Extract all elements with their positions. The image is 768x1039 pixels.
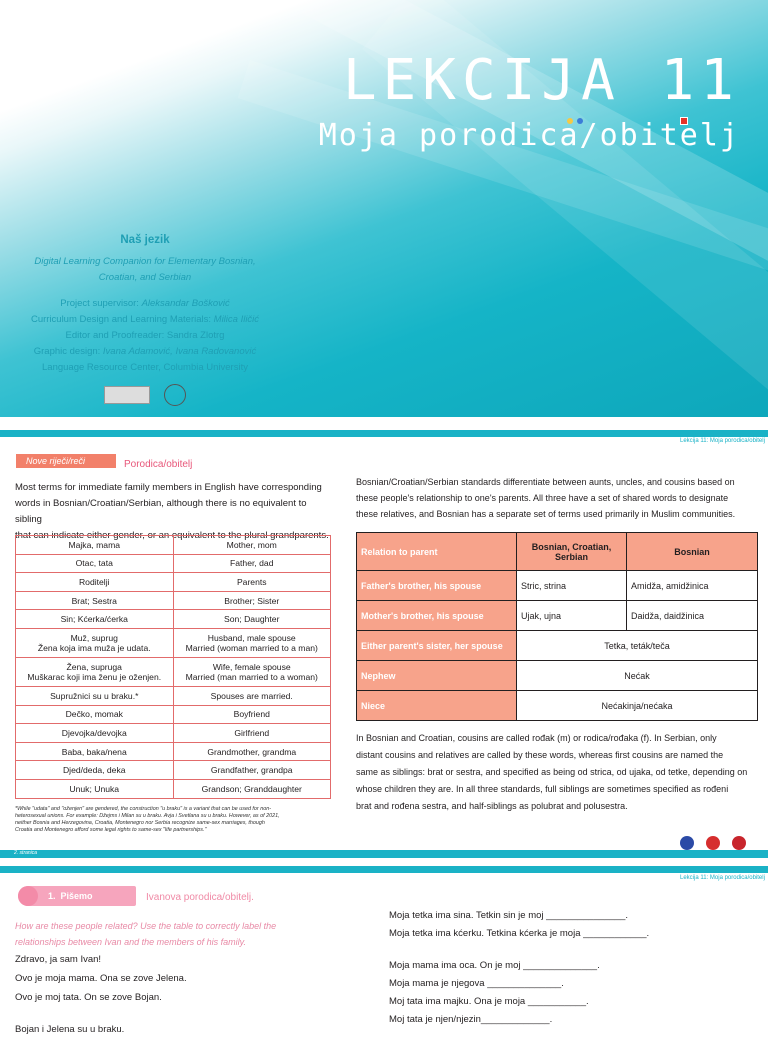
relation-label-cell: Nephew [357, 661, 517, 691]
family-table-row [16, 536, 331, 555]
cousins-line: brat and rođena sestra, and half-siblings as polubrat and polusestra. [356, 801, 628, 811]
relatives-table-row [357, 691, 758, 721]
bcs-term-cell: Stric, strina [517, 571, 627, 601]
page-number: 2. stranica [14, 850, 38, 856]
page1-footer-strip [0, 850, 768, 858]
table-cell-line: Muž, suprug [70, 632, 118, 643]
family-table [15, 535, 331, 799]
family-term-cell [16, 705, 174, 724]
table-cell-line: Majka, mama [68, 539, 121, 550]
table-cell-line: Grandmother, grandma [207, 746, 297, 757]
family-term-cell [16, 628, 174, 657]
footnote-line: Croatia and Montenegro afford some legal rights to same-sex "life partnerships." [15, 827, 207, 833]
table-cell-line: Djed/deda, deka [62, 765, 126, 776]
cousins-line: whose children they are. In all three standards, full siblings are sometimes specified as rođeni [356, 784, 729, 794]
table-cell-line: Muškarac koji ima ženu je oženjen. [27, 671, 162, 682]
table-cell-line: Parents [236, 576, 267, 587]
page1-header-strip [0, 430, 768, 437]
left-line: Bojan i Jelena su u braku. [15, 1024, 125, 1035]
table-cell-line: Žena koja ima muža je udata. [37, 642, 151, 653]
credit-editor: Editor and Proofreader: Sandra Zlotrg [65, 330, 225, 341]
family-translation-cell [173, 628, 331, 657]
family-term-cell [16, 742, 174, 761]
credit-curriculum [0, 312, 290, 328]
intro-line: words in Bosnian/Croatian/Serbian, although there is no equivalent to sibling [15, 498, 307, 525]
table-cell-line: Roditelji [78, 576, 110, 587]
family-translation-cell [173, 591, 331, 610]
table-cell-line: Son; Daughter [224, 614, 280, 625]
rel-header-bcs: Bosnian, Croatian, Serbian [517, 533, 627, 571]
exercise-tag [18, 886, 136, 906]
family-translation-cell [173, 657, 331, 686]
footnote-line: *While "udata" and "oženjen" are gendered, the construction "u braku" is a variant that can be used for non- [15, 806, 272, 812]
credit-center: Language Resource Center, Columbia University [42, 362, 248, 373]
cousins-line: same as siblings: brat or sestra, and specified as being od strica, od ujaka, od tetke, depending on [356, 767, 748, 777]
table-cell-line: Unuk; Unuka [69, 783, 120, 794]
lrc-logo [164, 384, 186, 406]
family-table-row [16, 724, 331, 743]
family-term-cell [16, 610, 174, 629]
croatian-flag-icon [706, 836, 720, 850]
credit-curriculum-name: Milica Iličić [213, 314, 260, 325]
relatives-intro-line: Bosnian/Croatian/Serbian standards differentiate between aunts, uncles, and cousins based on [356, 477, 735, 487]
table-cell-line: Supružnici su u braku.* [50, 690, 139, 701]
credits-block [0, 232, 290, 406]
bosnian-flag-icon [680, 836, 694, 850]
right-line: Moja tetka ima kćerku. Tetkina kćerka je moja ____________. [389, 928, 650, 939]
table-cell-line: Brother; Sister [224, 595, 280, 606]
family-term-cell [16, 779, 174, 798]
family-table-row [16, 761, 331, 780]
table-cell-line: Married (woman married to a man) [185, 642, 318, 653]
family-term-cell [16, 573, 174, 592]
exercise-tag-label: 1. Pišemo [48, 891, 93, 901]
relatives-table [356, 532, 758, 721]
family-term-cell [16, 657, 174, 686]
family-term-cell [16, 686, 174, 705]
section-title: Porodica/obitelj [124, 459, 193, 470]
family-table-row [16, 610, 331, 629]
family-translation-cell [173, 779, 331, 798]
credits-title: Naš jezik [120, 234, 170, 246]
exercise-left-text [15, 950, 355, 1039]
shared-term-cell: Nećak [517, 661, 758, 691]
family-translation-cell [173, 724, 331, 743]
right-line: Moj tata je njen/njezin_____________. [389, 1014, 553, 1025]
relation-label-cell: Father's brother, his spouse [357, 571, 517, 601]
right-line: Moja mama je njegova ______________. [389, 978, 564, 989]
footnote-line: neither Bosnia and Herzegovina, Croatia, Montenegro nor Serbia recognize same-sex marriages, though [15, 820, 265, 826]
table-cell-line: Wife, female spouse [212, 661, 291, 672]
family-term-cell [16, 724, 174, 743]
table-cell-line: Girlfriend [234, 727, 270, 738]
family-table-row [16, 705, 331, 724]
rel-header-relation: Relation to parent [357, 533, 517, 571]
page1-header-tag: Lekcija 11: Moja porodica/obitelj [680, 438, 765, 444]
header-banner [0, 0, 768, 417]
pencil-icon [18, 886, 38, 906]
family-table-row [16, 628, 331, 657]
credit-graphic-label: Graphic design: [33, 346, 101, 357]
left-line: Zdravo, ja sam Ivan! [15, 954, 102, 965]
table-cell-line: Mother, mom [226, 539, 277, 550]
family-translation-cell [173, 610, 331, 629]
credit-curriculum-label: Curriculum Design and Learning Materials: [30, 314, 212, 325]
serbian-flag-icon [732, 836, 746, 850]
family-table-row [16, 573, 331, 592]
left-line: Ovo je moja mama. Ona se zove Jelena. [15, 973, 187, 984]
family-table-row [16, 591, 331, 610]
exercise-instructions [15, 918, 355, 950]
family-translation-cell [173, 554, 331, 573]
table-cell-line: Married (man married to a woman) [185, 671, 318, 682]
bcs-term-cell: Ujak, ujna [517, 601, 627, 631]
relatives-intro [356, 474, 756, 522]
family-translation-cell [173, 536, 331, 555]
table-cell-line: Djevojka/devojka [61, 727, 127, 738]
table-cell-line: Grandfather, grandpa [210, 765, 293, 776]
page2-header-strip [0, 866, 768, 873]
family-translation-cell [173, 705, 331, 724]
right-line: Moj tata ima majku. Ona je moja ___________. [389, 996, 589, 1007]
family-term-cell [16, 761, 174, 780]
license-logos [0, 384, 290, 406]
credit-supervisor-name: Aleksandar Bošković [141, 298, 230, 309]
credit-graphic [0, 344, 290, 360]
shared-term-cell: Tetka, teták/teča [517, 631, 758, 661]
family-translation-cell [173, 573, 331, 592]
family-table-row [16, 686, 331, 705]
table-cell-line: Brat; Sestra [71, 595, 117, 606]
cousins-line: In Bosnian and Croatian, cousins are called rođak (m) or rodica/rođaka (f). In Serbian, only [356, 733, 717, 743]
table-cell-line: Grandson; Granddaughter [201, 783, 302, 794]
right-line: Moja tetka ima sina. Tetkin sin je moj _______________. [389, 910, 629, 921]
family-translation-cell [173, 686, 331, 705]
footnote-line: heterosexual unions. For example: Džejms i Milan su u braku. Avja i Svetlana su u braku. However, as of 2021, [15, 813, 280, 819]
intro-line: that can indicate either gender, or an equivalent to the plural grandparents. [15, 530, 329, 541]
family-term-cell [16, 591, 174, 610]
relatives-intro-line: these relatives, and Bosnian has a separate set of terms used primarily in Muslim communities. [356, 509, 736, 519]
left-line: Ovo je moj tata. On se zove Bojan. [15, 992, 162, 1003]
section-tag: Nove riječi/reči [16, 454, 116, 468]
table-cell-line: Spouses are married. [210, 690, 293, 701]
instruction-line: relationships between Ivan and the members of his family. [15, 937, 246, 947]
instruction-line: How are these people related? Use the table to correctly label the [15, 921, 277, 931]
relatives-table-row [357, 631, 758, 661]
credit-supervisor [0, 296, 290, 312]
family-table-row [16, 657, 331, 686]
shared-term-cell: Nećakinja/nećaka [517, 691, 758, 721]
page1-header-tag-area [0, 437, 768, 447]
page2-header-tag: Lekcija 11: Moja porodica/obitelj [680, 875, 765, 881]
intro-line: Most terms for immediate family members in English have corresponding [15, 482, 322, 493]
exercise-title: Ivanova porodica/obitelj. [146, 892, 254, 903]
relatives-table-row [357, 571, 758, 601]
bosnian-term-cell: Daidža, daidžinica [627, 601, 758, 631]
family-term-cell [16, 536, 174, 555]
table-cell-line: Baba, baka/nena [61, 746, 127, 757]
exercise-right-text [389, 907, 759, 1029]
relation-label-cell: Either parent's sister, her spouse [357, 631, 517, 661]
family-translation-cell [173, 742, 331, 761]
relatives-table-row [357, 661, 758, 691]
family-term-cell [16, 554, 174, 573]
table-cell-line: Boyfriend [233, 709, 270, 720]
relation-label-cell: Mother's brother, his spouse [357, 601, 517, 631]
credits-subtitle-2: Croatian, and Serbian [98, 272, 192, 283]
rel-header-bosnian: Bosnian [627, 533, 758, 571]
relation-label-cell: Niece [357, 691, 517, 721]
lesson-title: LEKCIJA 11 [342, 48, 740, 113]
family-table-row [16, 779, 331, 798]
credit-graphic-name: Ivana Adamović, Ivana Radovanović [102, 346, 257, 357]
bosnian-term-cell: Amidža, amidžinica [627, 571, 758, 601]
table-cell-line: Žena, supruga [66, 661, 122, 672]
credit-supervisor-label: Project supervisor: [60, 298, 139, 309]
cousins-line: distant cousins and relatives are called by these words, whereas first cousins are named the [356, 750, 724, 760]
cc-license-icon [104, 386, 150, 404]
table-cell-line: Dečko, momak [65, 709, 123, 720]
table-cell-line: Sin; Kćerka/ćerka [60, 614, 128, 625]
table-cell-line: Husband, male spouse [207, 632, 296, 643]
credits-subtitle-1: Digital Learning Companion for Elementary Bosnian, [34, 256, 256, 267]
table-cell-line: Father, dad [230, 558, 274, 569]
cousins-paragraph [356, 730, 761, 815]
relatives-table-row [357, 601, 758, 631]
family-footnote [15, 806, 335, 834]
family-translation-cell [173, 761, 331, 780]
right-line [389, 943, 759, 957]
relatives-intro-line: these people's relationship to one's parents. All three have a set of shared words to designate [356, 493, 729, 503]
family-table-row [16, 742, 331, 761]
lesson-subtitle: Moja porodica/obitelj [318, 118, 740, 153]
family-table-row [16, 554, 331, 573]
right-line: Moja mama ima oca. On je moj ______________. [389, 960, 600, 971]
table-cell-line: Otac, tata [75, 558, 113, 569]
